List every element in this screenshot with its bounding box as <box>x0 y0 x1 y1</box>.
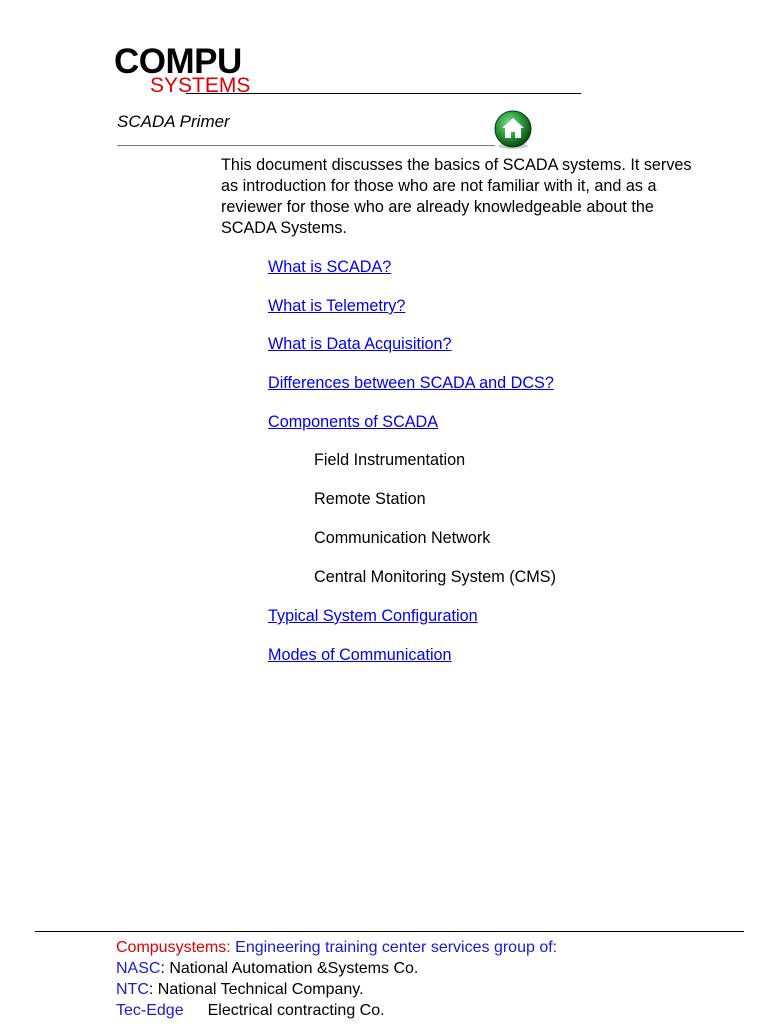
footer-line-tecedge <box>116 1000 557 1021</box>
toc-sub-field-instrumentation: Field Instrumentation <box>314 451 466 469</box>
toc-sub-communication-network: Communication Network <box>314 529 491 547</box>
footer-compusystems-desc: Engineering training center services group of: <box>230 939 558 956</box>
logo-systems-text: SYSTEMS <box>150 74 251 96</box>
toc-link-what-is-telemetry[interactable]: What is Telemetry? <box>268 297 406 315</box>
toc-link-data-acquisition[interactable]: What is Data Acquisition? <box>268 335 452 353</box>
toc-link-scada-vs-dcs[interactable]: Differences between SCADA and DCS? <box>268 374 554 392</box>
toc-link-modes-of-communication[interactable]: Modes of Communication <box>268 646 452 664</box>
toc-sub-remote-station: Remote Station <box>314 490 426 508</box>
footer-line-nasc <box>116 958 557 979</box>
footer-nasc-desc: : National Automation &Systems Co. <box>160 960 419 977</box>
logo-compu-text: COMPU <box>114 42 242 81</box>
footer-tecedge-desc: Electrical contracting Co. <box>207 1002 385 1019</box>
toc-link-what-is-scada[interactable]: What is SCADA? <box>268 258 392 276</box>
compusystems-logo <box>114 40 264 96</box>
intro-paragraph: This document discusses the basics of SCADA systems. It serves as introduction for those who are not familiar with it, and as a reviewer for those who are already knowledgeable about the SCADA Systems. <box>221 156 692 237</box>
toc-link-components[interactable]: Components of SCADA <box>268 413 439 431</box>
footer-line-compusystems <box>116 937 557 958</box>
footer-nasc-label: NASC <box>116 960 161 977</box>
title-divider <box>117 145 495 146</box>
page-title: SCADA Primer <box>117 112 230 131</box>
home-icon[interactable] <box>492 110 534 150</box>
toc-link-system-configuration[interactable]: Typical System Configuration <box>268 607 478 625</box>
footer-line-ntc <box>116 979 557 1000</box>
footer-tecedge-label: Tec-Edge <box>116 1002 184 1019</box>
footer-compusystems-label: Compusystems: <box>116 939 231 956</box>
toc-sub-cms: Central Monitoring System (CMS) <box>314 568 556 586</box>
footer-ntc-label: NTC <box>116 981 149 998</box>
logo-underline <box>186 93 581 94</box>
footer <box>116 937 557 1021</box>
footer-divider <box>35 931 744 932</box>
footer-ntc-desc: : National Technical Company. <box>148 981 364 998</box>
